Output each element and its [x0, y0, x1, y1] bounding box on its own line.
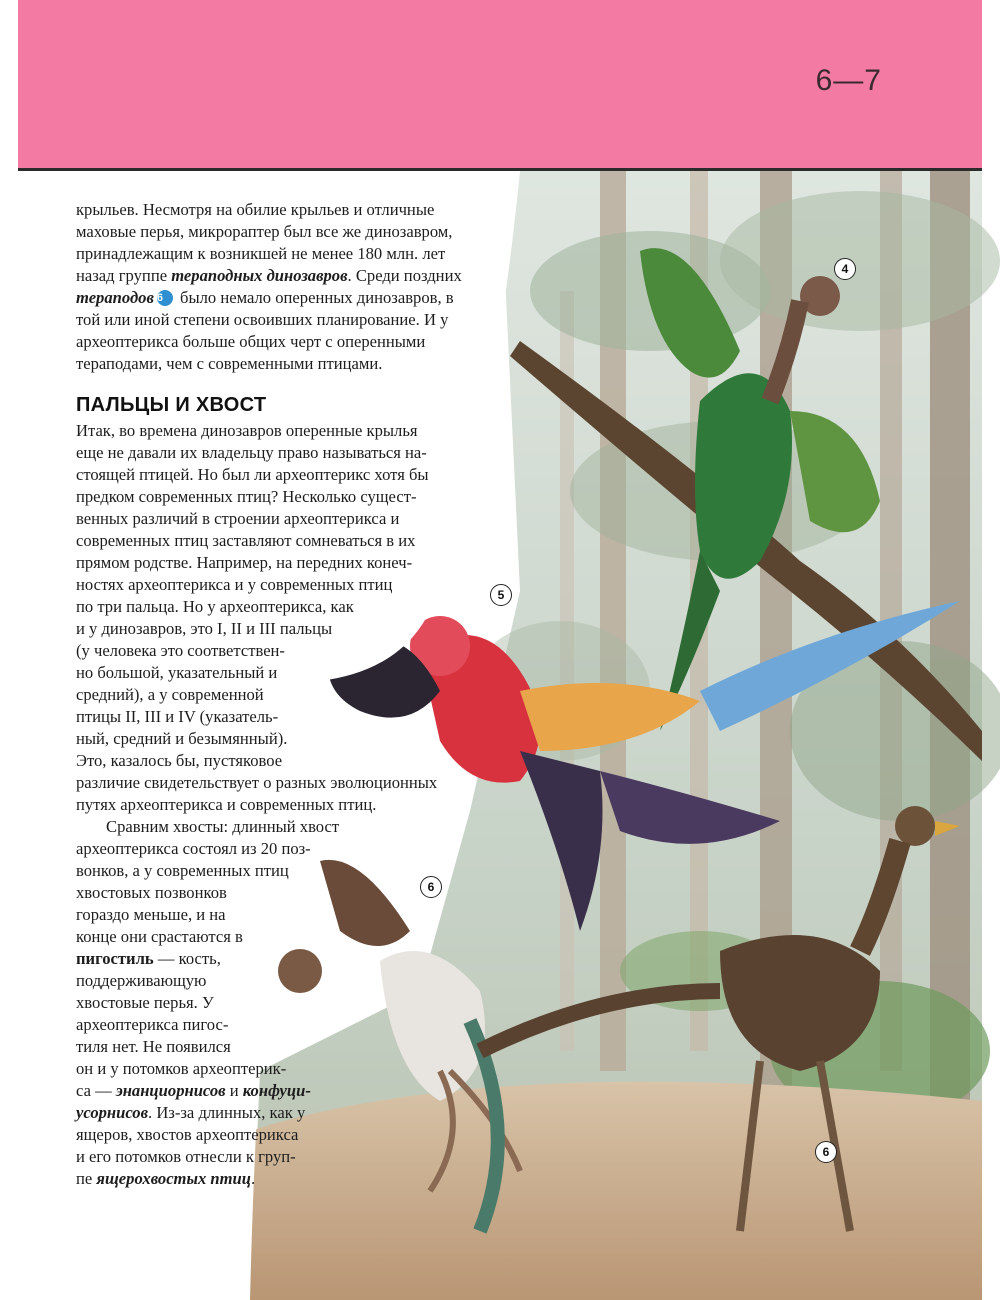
body-line: он и у потомков археоптерик- — [76, 1059, 287, 1078]
body-line: путях археоптерикса и современных птиц. — [76, 795, 377, 814]
body-line: археоптерикса состоял из 20 поз- — [76, 839, 311, 858]
term-lizard-tailed-birds: ящерохвостых птиц — [96, 1169, 252, 1188]
body-line: стоящей птицей. Но был ли археоптерикс хотя бы — [76, 465, 429, 484]
body-line: но большой, указательный и — [76, 663, 278, 682]
callout-5: 5 — [490, 584, 512, 606]
intro-line: той или иной степени освоивших планирование. И у — [76, 310, 449, 329]
reference-marker-6: 6 — [157, 290, 173, 306]
body-line: тиля нет. Не появился — [76, 1037, 231, 1056]
section-heading: ПАЛЬЦЫ И ХВОСТ — [76, 394, 267, 416]
term-pygostyle: пигостиль — [76, 949, 154, 968]
body-line: различие свидетельствует о разных эволюционных — [76, 773, 438, 792]
body-line: конце они срастаются в — [76, 927, 243, 946]
term-confuciusornis: конфуци- — [242, 1081, 311, 1100]
body-line: пигостиль — кость, — [76, 949, 221, 968]
body-line: и его потомков отнесли к груп- — [76, 1147, 296, 1166]
intro-line: археоптерикса больше общих черт с оперенными — [76, 332, 426, 351]
body-line: Сравним хвосты: длинный хвост — [106, 817, 340, 836]
intro-line: терaподов 6 было немало оперенных динозавров, в — [76, 288, 454, 307]
callout-4: 4 — [834, 258, 856, 280]
intro-paragraph — [76, 199, 484, 375]
body-line: птицы II, III и IV (указатель- — [76, 707, 279, 726]
tails-paragraph — [76, 816, 368, 1190]
body-line: ный, средний и безымянный). — [76, 729, 288, 748]
fingers-paragraph — [76, 420, 486, 816]
page-number: 6—7 — [815, 64, 882, 97]
body-line: по три пальца. Но у археоптерикса, как — [76, 597, 354, 616]
body-line: еще не давали их владельцу право называться на- — [76, 443, 427, 462]
body-line: Это, казалось бы, пустяковое — [76, 751, 283, 770]
callout-6-tall: 6 — [815, 1141, 837, 1163]
intro-line: крыльев. Несмотря на обилие крыльев и отличные — [76, 200, 435, 219]
term-theropods: терaподов — [76, 288, 154, 307]
body-line: и у динозавров, это I, II и III пальцы — [76, 619, 333, 638]
body-line: хвостовых позвонков — [76, 883, 227, 902]
body-line: современных птиц заставляют сомневаться в их — [76, 531, 416, 550]
body-line: ностях археоптерикса и у современных птиц — [76, 575, 393, 594]
body-line: вонков, а у современных птиц — [76, 861, 289, 880]
body-line: усорнисов. Из-за длинных, как у — [76, 1103, 306, 1122]
body-line: поддерживающую — [76, 971, 207, 990]
intro-line: маховые перья, микрораптер был все же динозавром, — [76, 222, 453, 241]
term-theropod-dinosaurs: терaподных динозавров — [171, 266, 348, 285]
body-line: хвостовые перья. У — [76, 993, 214, 1012]
body-line: предком современных птиц? Несколько сущест- — [76, 487, 417, 506]
body-line: археоптерикса пигос- — [76, 1015, 229, 1034]
body-line: прямом родстве. Например, на передних конеч- — [76, 553, 413, 572]
body-line: са — энанциорнисов и конфуци- — [76, 1081, 311, 1100]
callout-6-small: 6 — [420, 876, 442, 898]
intro-line: тераподами, чем с современными птицами. — [76, 354, 383, 373]
body-line: венных различий в строении археоптерикса и — [76, 509, 400, 528]
body-line: ящеров, хвостов археоптерикса — [76, 1125, 299, 1144]
term-enantiornithes: энанциорнисов — [115, 1081, 226, 1100]
body-line: (у человека это соответствен- — [76, 641, 285, 660]
body-line: гораздо меньше, и на — [76, 905, 226, 924]
intro-line: назад группе терaподных динозавров. Среди поздних — [76, 266, 462, 285]
body-line: средний), а у современной — [76, 685, 264, 704]
intro-line: принадлежащим к возникшей не менее 180 млн. лет — [76, 244, 446, 263]
body-line: пе ящерохвостых птиц. — [76, 1169, 256, 1188]
body-line: Итак, во времена динозавров оперенные крылья — [76, 421, 418, 440]
page-header — [18, 0, 982, 168]
